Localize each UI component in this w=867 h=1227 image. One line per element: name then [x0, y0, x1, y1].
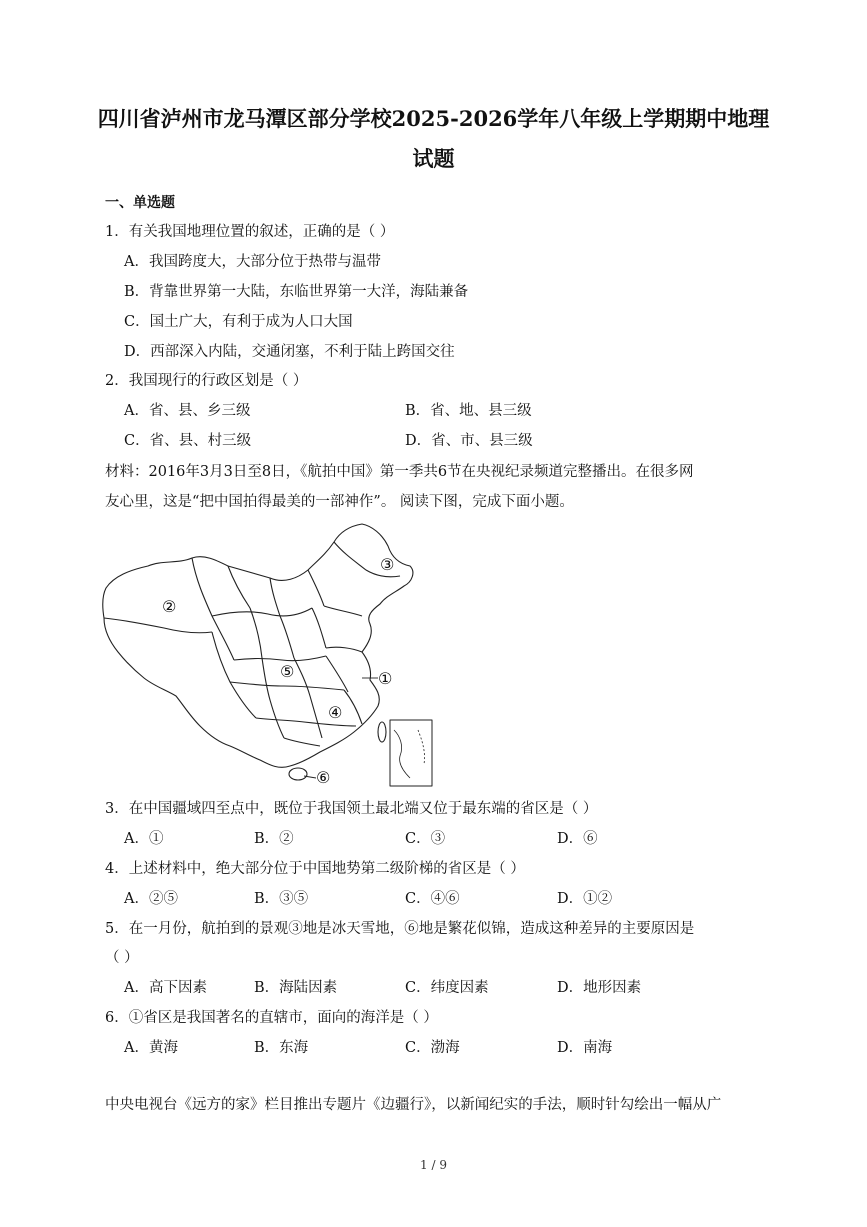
question-5-option-c: C．纬度因素 [405, 980, 489, 996]
question-1-option-c: C．国土广大，有利于成为人口大国 [124, 314, 353, 330]
taiwan-island [378, 722, 386, 742]
material-1-line1: 材料：2016年3月3日至8日，《航拍中国》第一季共6节在央视纪录频道完整播出。在很多网 [105, 464, 694, 480]
question-5-option-d: D．地形因素 [557, 980, 642, 996]
page-number: 1 / 9 [420, 1158, 447, 1172]
hainan-island [289, 768, 307, 780]
question-5-stem-cont: （ ） [105, 950, 139, 966]
china-map [100, 520, 440, 792]
map-label-2: ② [162, 597, 177, 616]
question-3-option-b: B．② [254, 831, 294, 847]
map-label-5: ⑤ [280, 662, 295, 681]
document-title-line2: 试题 [412, 146, 455, 171]
question-5-option-a: A．高下因素 [124, 980, 207, 996]
question-2-option-c: C．省、县、村三级 [124, 433, 252, 449]
south-china-sea-inset [390, 720, 432, 786]
material-2-line1: 中央电视台《远方的家》栏目推出专题片《边疆行》，以新闻纪实的手法，顺时针勾绘出一幅从广 [105, 1097, 722, 1113]
question-6-option-a: A．黄海 [124, 1040, 178, 1056]
question-6-option-c: C．渤海 [405, 1040, 460, 1056]
question-3-option-c: C．③ [405, 831, 446, 847]
map-label-1: ① [378, 669, 393, 688]
section-heading: 一、单选题 [105, 195, 175, 211]
material-1-line2: 友心里，这是“把中国拍得最美的一部神作”。 阅读下图，完成下面小题。 [105, 494, 574, 510]
document-title-line1: 四川省泸州市龙马潭区部分学校2025-2026学年八年级上学期期中地理 [97, 106, 770, 131]
question-4-option-c: C．④⑥ [405, 891, 460, 907]
question-1-option-d: D．西部深入内陆，交通闭塞，不利于陆上跨国交往 [124, 344, 455, 360]
question-6-stem: 6．①省区是我国著名的直辖市，面向的海洋是（ ） [105, 1010, 438, 1026]
question-4-option-d: D．①② [557, 891, 613, 907]
question-4-option-a: A．②⑤ [124, 891, 178, 907]
map-label-4: ④ [328, 703, 343, 722]
map-label-6: ⑥ [316, 768, 331, 787]
question-4-option-b: B．③⑤ [254, 891, 309, 907]
question-2-stem: 2．我国现行的行政区划是（ ） [105, 373, 308, 389]
question-4-stem: 4．上述材料中，绝大部分位于中国地势第二级阶梯的省区是（ ） [105, 861, 525, 877]
question-3-option-d: D．⑥ [557, 831, 598, 847]
question-1-option-a: A．我国跨度大，大部分位于热带与温带 [124, 254, 381, 270]
china-outline [103, 524, 413, 767]
question-2-option-b: B．省、地、县三级 [405, 403, 532, 419]
question-2-option-a: A．省、县、乡三级 [124, 403, 251, 419]
question-6-option-d: D．南海 [557, 1040, 613, 1056]
question-6-option-b: B．东海 [254, 1040, 309, 1056]
question-1-stem: 1．有关我国地理位置的叙述，正确的是（ ） [105, 224, 395, 240]
question-3-stem: 3．在中国疆域四至点中，既位于我国领土最北端又位于最东端的省区是（ ） [105, 801, 598, 817]
question-2-option-d: D．省、市、县三级 [405, 433, 533, 449]
china-map-figure [100, 520, 440, 792]
question-1-option-b: B．背靠世界第一大陆，东临世界第一大洋，海陆兼备 [124, 284, 469, 300]
question-5-stem: 5．在一月份，航拍到的景观③地是冰天雪地，⑥地是繁花似锦，造成这种差异的主要原因是 [105, 921, 695, 937]
question-5-option-b: B．海陆因素 [254, 980, 338, 996]
map-label-3: ③ [380, 555, 395, 574]
question-3-option-a: A．① [124, 831, 164, 847]
